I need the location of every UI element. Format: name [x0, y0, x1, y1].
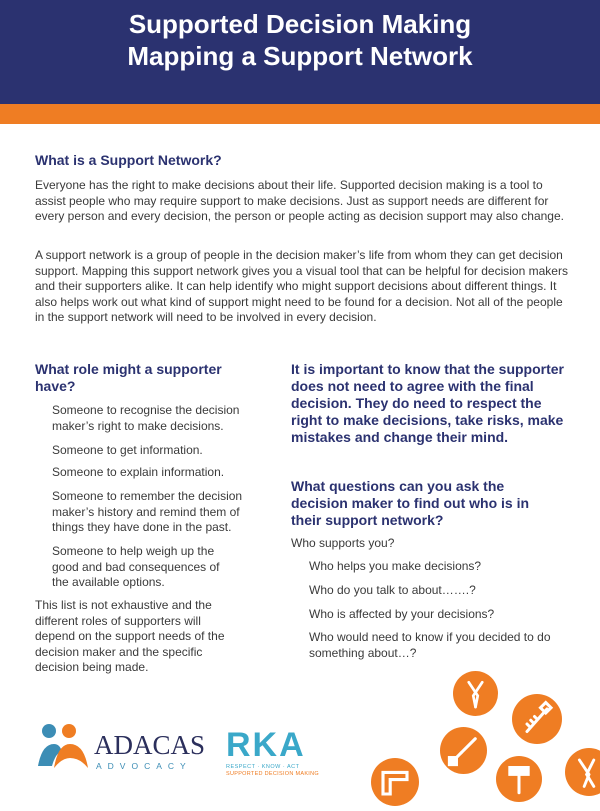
- list-item: Someone to help weigh up the good and bad consequences of the available options.: [52, 544, 220, 589]
- questions-lead: Who supports you?: [291, 536, 395, 550]
- list-item: Who helps you make decisions?: [309, 559, 482, 573]
- list-item: Who would need to know if you decided to do something about…?: [309, 630, 551, 660]
- rka-tagline: RESPECT · KNOW · ACT: [226, 764, 300, 770]
- wire-cutter-icon: [565, 748, 600, 796]
- list-item: Who do you talk to about…….?: [309, 583, 476, 597]
- rka-subtitle: SUPPORTED DECISION MAKING: [226, 771, 319, 777]
- roles-note: This list is not exhaustive and the different roles of supporters will depend on the support needs of the decision maker and the specific decision being made.: [35, 598, 225, 674]
- square-ruler-icon: [371, 758, 419, 806]
- rka-logo: [226, 726, 336, 776]
- accent-bar: [0, 104, 600, 124]
- section-heading-questions: What questions can you ask the decision maker to find out who is in their support network?: [291, 478, 530, 528]
- list-item: Someone to remember the decision maker’s history and remind them of things they have done in the past.: [52, 489, 243, 534]
- intro-paragraph-2: A support network is a group of people in the decision maker’s life from whom they can get decision support. Mapping this support network gives you a visual tool that can be helpful for decision makers and their supporters alike. It can help identify who might support decisions about different things. It also helps work out what kind of support might need to be found for a decision. Not all of the people in the support network will need to be involved in every decision.: [35, 248, 568, 324]
- header-banner: [0, 0, 600, 104]
- people-icon: [36, 722, 92, 772]
- title-line-1: Supported Decision Making: [128, 9, 472, 39]
- hammer-icon: [496, 756, 542, 802]
- title-line-2: Mapping a Support Network: [127, 41, 473, 71]
- section-heading-roles: What role might a supporter have?: [35, 361, 222, 394]
- adacas-logo: [36, 722, 206, 772]
- list-item: Someone to get information.: [52, 443, 203, 457]
- saw-icon: [512, 694, 562, 744]
- screwdriver-icon: [440, 727, 487, 774]
- list-item: Someone to recognise the decision maker’s right to make decisions.: [52, 403, 240, 433]
- adacas-subtitle: ADVOCACY: [96, 761, 192, 771]
- list-item: Who is affected by your decisions?: [309, 607, 495, 621]
- intro-paragraph-1: Everyone has the right to make decisions about their life. Supported decision making is a tool to assist people who may require support to make decisions. Just as support needs are different for every person and every decision, the person or people acting as decision support may also change.: [35, 178, 564, 223]
- section-heading-support-network: What is a Support Network?: [35, 152, 222, 168]
- adacas-wordmark: ADACAS: [94, 730, 206, 760]
- rka-wordmark: RKA: [226, 726, 306, 764]
- pliers-icon: [453, 671, 498, 716]
- important-callout: It is important to know that the supporter does not need to agree with the final decision. They do need to respect the right to make decisions, take risks, make mistakes and change their mind.: [291, 361, 564, 445]
- list-item: Someone to explain information.: [52, 465, 225, 479]
